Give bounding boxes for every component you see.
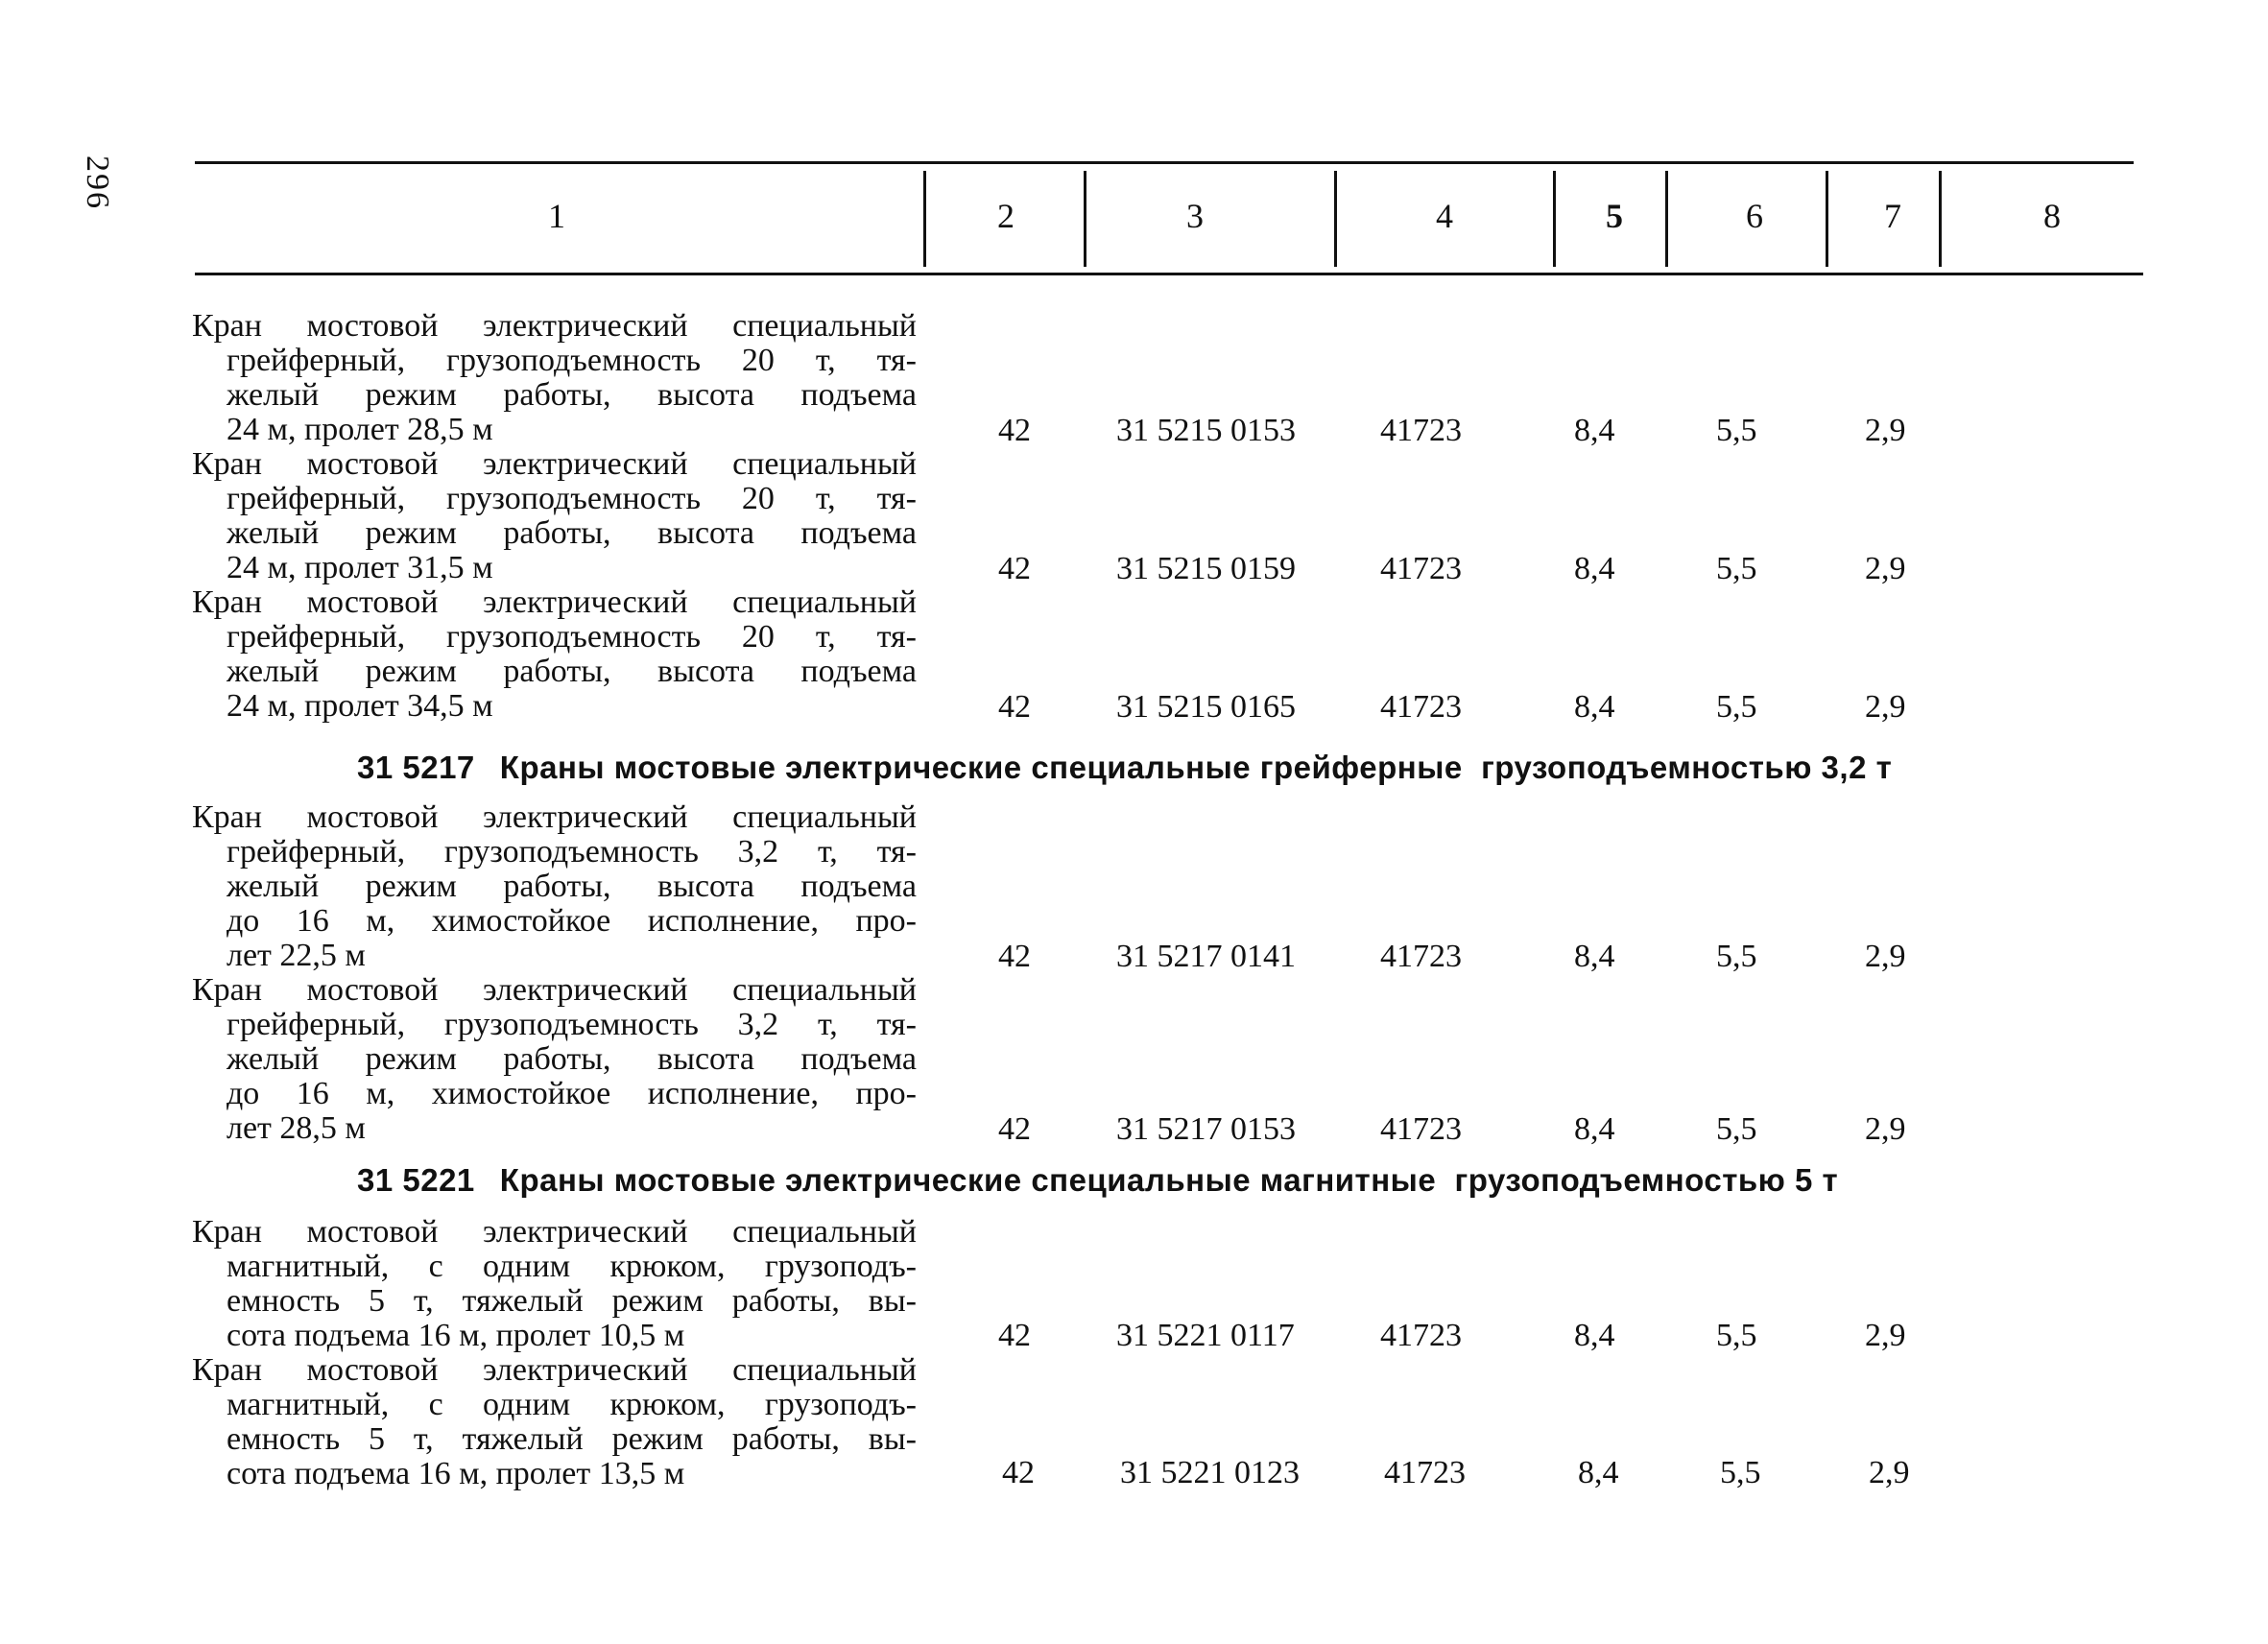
column-header-7: 7 <box>1884 197 1901 235</box>
cell-col7: 2,9 <box>1865 939 1906 974</box>
description-line: грейферный, грузоподъемность 3,2 т, тя- <box>227 1007 917 1042</box>
description-line: лет 28,5 м <box>227 1110 366 1146</box>
description-line: 24 м, пролет 31,5 м <box>227 550 493 585</box>
description-line: желый режим работы, высота подъема <box>227 1041 917 1077</box>
description-line: сота подъема 16 м, пролет 10,5 м <box>227 1318 685 1353</box>
cell-col5: 8,4 <box>1574 413 1615 448</box>
cell-col3: 31 5215 0159 <box>1116 551 1296 586</box>
cell-col7: 2,9 <box>1865 1111 1906 1147</box>
cell-col3: 31 5221 0123 <box>1120 1455 1300 1490</box>
description-line: магнитный, с одним крюком, грузоподъ- <box>227 1387 917 1422</box>
cell-col4: 41723 <box>1380 689 1462 725</box>
item-description <box>192 1353 917 1491</box>
cell-col5: 8,4 <box>1574 689 1615 725</box>
cell-col2: 42 <box>998 689 1031 725</box>
item-description <box>192 1215 917 1353</box>
column-header-3: 3 <box>1186 197 1204 235</box>
description-line: Кран мостовой электрический специальный <box>192 1352 917 1388</box>
cell-col3: 31 5215 0153 <box>1116 413 1296 448</box>
description-line: Кран мостовой электрический специальный <box>192 1214 917 1250</box>
cell-col3: 31 5217 0153 <box>1116 1111 1296 1147</box>
description-line: Кран мостовой электрический специальный <box>192 308 917 344</box>
cell-col7: 2,9 <box>1869 1455 1910 1490</box>
cell-col6: 5,5 <box>1716 939 1757 974</box>
cell-col6: 5,5 <box>1720 1455 1761 1490</box>
cell-col3: 31 5221 0117 <box>1116 1318 1295 1353</box>
description-line: Кран мостовой электрический специальный <box>192 446 917 482</box>
description-line: емность 5 т, тяжелый режим работы, вы- <box>227 1421 917 1457</box>
cell-col4: 41723 <box>1380 413 1462 448</box>
section-code: 31 5217 <box>357 750 475 785</box>
description-line: до 16 м, химостойкое исполнение, про- <box>227 903 917 939</box>
cell-col7: 2,9 <box>1865 551 1906 586</box>
description-line: грейферный, грузоподъемность 20 т, тя- <box>227 619 917 655</box>
description-line: лет 22,5 м <box>227 938 366 973</box>
cell-col2: 42 <box>998 551 1031 586</box>
cell-col3: 31 5217 0141 <box>1116 939 1296 974</box>
cell-col2: 42 <box>998 1111 1031 1147</box>
description-line: желый режим работы, высота подъема <box>227 869 917 904</box>
cell-col2: 42 <box>998 413 1031 448</box>
description-line: грейферный, грузоподъемность 3,2 т, тя- <box>227 834 917 870</box>
cell-col4: 41723 <box>1384 1455 1466 1490</box>
column-header-2: 2 <box>997 197 1015 235</box>
description-line: грейферный, грузоподъемность 20 т, тя- <box>227 343 917 378</box>
description-line: Кран мостовой электрический специальный <box>192 972 917 1008</box>
cell-col3: 31 5215 0165 <box>1116 689 1296 725</box>
description-line: желый режим работы, высота подъема <box>227 654 917 689</box>
section-heading <box>357 750 1892 786</box>
page-number: 296 <box>80 155 115 210</box>
description-line: 24 м, пролет 28,5 м <box>227 412 493 447</box>
description-line: 24 м, пролет 34,5 м <box>227 688 493 724</box>
cell-col4: 41723 <box>1380 551 1462 586</box>
column-divider <box>1826 171 1828 267</box>
item-description <box>192 309 917 447</box>
cell-col6: 5,5 <box>1716 1318 1757 1353</box>
column-header-5: 5 <box>1606 197 1623 235</box>
cell-col2: 42 <box>1002 1455 1035 1490</box>
column-divider <box>1939 171 1942 267</box>
cell-col7: 2,9 <box>1865 1318 1906 1353</box>
column-header-8: 8 <box>2043 197 2061 235</box>
cell-col4: 41723 <box>1380 939 1462 974</box>
cell-col5: 8,4 <box>1574 1111 1615 1147</box>
item-description <box>192 973 917 1146</box>
column-divider <box>1334 171 1337 267</box>
cell-col6: 5,5 <box>1716 689 1757 725</box>
column-divider <box>1665 171 1668 267</box>
column-header-6: 6 <box>1746 197 1763 235</box>
section-title: Краны мостовые электрические специальные магнитные грузоподъемностью 5 т <box>499 1162 1839 1198</box>
description-line: желый режим работы, высота подъема <box>227 377 917 413</box>
column-divider <box>1084 171 1086 267</box>
description-line: магнитный, с одним крюком, грузоподъ- <box>227 1249 917 1284</box>
description-line: желый режим работы, высота подъема <box>227 515 917 551</box>
column-header-1: 1 <box>548 197 565 235</box>
cell-col2: 42 <box>998 939 1031 974</box>
header-rule-bottom <box>195 273 2143 275</box>
cell-col6: 5,5 <box>1716 413 1757 448</box>
cell-col7: 2,9 <box>1865 689 1906 725</box>
description-line: грейферный, грузоподъемность 20 т, тя- <box>227 481 917 516</box>
section-heading <box>357 1162 1838 1199</box>
cell-col6: 5,5 <box>1716 551 1757 586</box>
description-line: сота подъема 16 м, пролет 13,5 м <box>227 1456 685 1491</box>
cell-col5: 8,4 <box>1574 939 1615 974</box>
section-title: Краны мостовые электрические специальные грейферные грузоподъемностью 3,2 т <box>499 750 1893 785</box>
cell-col5: 8,4 <box>1578 1455 1619 1490</box>
description-line: Кран мостовой электрический специальный <box>192 799 917 835</box>
column-divider <box>1553 171 1556 267</box>
cell-col5: 8,4 <box>1574 551 1615 586</box>
description-line: Кран мостовой электрический специальный <box>192 584 917 620</box>
description-line: до 16 м, химостойкое исполнение, про- <box>227 1076 917 1111</box>
item-description <box>192 800 917 973</box>
item-description <box>192 447 917 585</box>
cell-col2: 42 <box>998 1318 1031 1353</box>
column-divider <box>923 171 926 267</box>
cell-col4: 41723 <box>1380 1318 1462 1353</box>
item-description <box>192 585 917 724</box>
column-header-4: 4 <box>1436 197 1453 235</box>
description-line: емность 5 т, тяжелый режим работы, вы- <box>227 1283 917 1319</box>
cell-col4: 41723 <box>1380 1111 1462 1147</box>
section-code: 31 5221 <box>357 1162 475 1198</box>
cell-col7: 2,9 <box>1865 413 1906 448</box>
header-rule-top <box>195 161 2134 164</box>
cell-col5: 8,4 <box>1574 1318 1615 1353</box>
cell-col6: 5,5 <box>1716 1111 1757 1147</box>
